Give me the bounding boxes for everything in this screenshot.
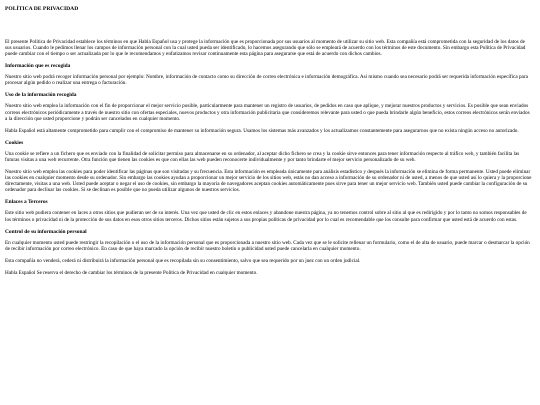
page-title: POLÍTICA DE PRIVACIDAD (5, 6, 79, 12)
section-paragraph: Habla Español Se reserva el derecho de cambiar los términos de la presente Política de Privacidad en cualquier momento. (5, 269, 258, 276)
section-paragraph: Habla Español está altamente comprometido para cumplir con el compromiso de mantener su información segura. Usamos los sistemas más avanzados y los actualizamos constantemente para asegurarnos que no exista ningún acceso no autorizado. (5, 127, 519, 134)
section-paragraph: Una cookie se refiere a un fichero que es enviado con la finalidad de solicitar permiso para almacenarse en su ordenador, al aceptar dicho fichero se crea y la cookie sirve entonces para tener información respecto al tráfico web, y también facilita las futuras visitas a una web recurrente. Otra función que tienen las cookies es que con ellas las web pueden reconocerte individualmente y por tanto brindarte el mejor servicio personalizado de su web. (5, 150, 520, 163)
section-heading-info-collected: Información que es recogida (5, 63, 71, 70)
section-paragraph: Nuestro sitio web emplea la información con el fin de proporcionar el mejor servicio posible, particularmente para mantener un registro de usuarios, de pedidos en caso que aplique, y mejorar nuestros productos y servicios. Es posible que sean enviados correos electrónicos periódicamente a través de nuestro sitio con ofertas especiales, nuevos productos y otra información publicitaria que consideremos relevante para usted o que pueda brindarle algún beneficio, estos correos electrónicos serán enviados a la dirección que usted proporcione y podrán ser cancelados en cualquier momento. (5, 103, 530, 122)
intro-paragraph: El presente Política de Privacidad establece los términos en que Habla Español usa y protege la información que es proporcionada por sus usuarios al momento de utilizar su sitio web. Esta compañía está comprometida con la seguridad de los datos de sus usuarios. Cuando le pedimos llenar los campos de información personal con la cual usted pueda ser identificado, lo hacemos asegurando que sólo se empleará de acuerdo con los términos de este documento. Sin embargo esta Política de Privacidad puede cambiar con el tiempo o ser actualizada por lo que le recomendamos y enfatizamos revisar continuamente esta página para asegurarse que está de acuerdo con dichos cambios. (5, 39, 526, 58)
section-paragraph: Nuestro sitio web emplea las cookies para poder identificar las páginas que son visitadas y su frecuencia. Esta información es empleada únicamente para análisis estadístico y después la información se elimina de forma permanente. Usted puede eliminar las cookies en cualquier momento desde su ordenador. Sin embargo las cookies ayudan a proporcionar un mejor servicio de los sitios web, estás no dan acceso a información de su ordenador ni de usted, a menos de que usted así lo quiera y la proporcione directamente, visitas a una web. Usted puede aceptar o negar el uso de cookies, sin embargo la mayoría de navegadores aceptan cookies automáticamente pues sirve para tener un mejor servicio web. También usted puede cambiar la configuración de su ordenador para declinar las cookies. Si se declinan es posible que no pueda utilizar algunos de nuestros servicios. (5, 169, 532, 194)
section-paragraph: Esta compañía no venderá, cederá ni distribuirá la información personal que es recopilada sin su consentimiento, salvo que sea requerido por un juez con un orden judicial. (5, 257, 361, 264)
section-paragraph: Este sitio web pudiera contener en laces a otros sitios que pudieran ser de su interés. Una vez que usted de clic en estos enlaces y abandone nuestra página, ya no tenemos control sobre al sitio al que es redirigido y por lo tanto no somos responsables de los términos o privacidad ni de la protección de sus datos en esos otros sitios terceros. Dichos sitios están sujetos a sus propias políticas de privacidad por lo cual es recomendable que los consulte para confirmar que usted está de acuerdo con estas. (5, 210, 527, 223)
section-heading-cookies: Cookies (5, 139, 24, 146)
section-paragraph: En cualquier momento usted puede restringir la recopilación o el uso de la información personal que es proporcionada a nuestro sitio web. Cada vez que se le solicite rellenar un formulario, como el de alta de usuario, puede marcar o desmarcar la opción de recibir información por correo electrónico. En caso de que haya marcado la opción de recibir nuestro boletín o publicidad usted puede cancelarla en cualquier momento. (5, 239, 530, 252)
section-heading-info-use: Uso de la información recogida (5, 92, 77, 99)
section-heading-personal-info-control: Control de su información personal (5, 228, 87, 235)
section-paragraph: Nuestro sitio web podrá recoger información personal por ejemplo: Nombre, información de contacto como su dirección de correo electrónica e información demográfica. Así mismo cuando sea necesario podrá ser requerida información específica para procesar algún pedido o realizar una entrega o facturación. (5, 74, 528, 87)
section-heading-third-party-links: Enlaces a Terceros (5, 199, 48, 206)
